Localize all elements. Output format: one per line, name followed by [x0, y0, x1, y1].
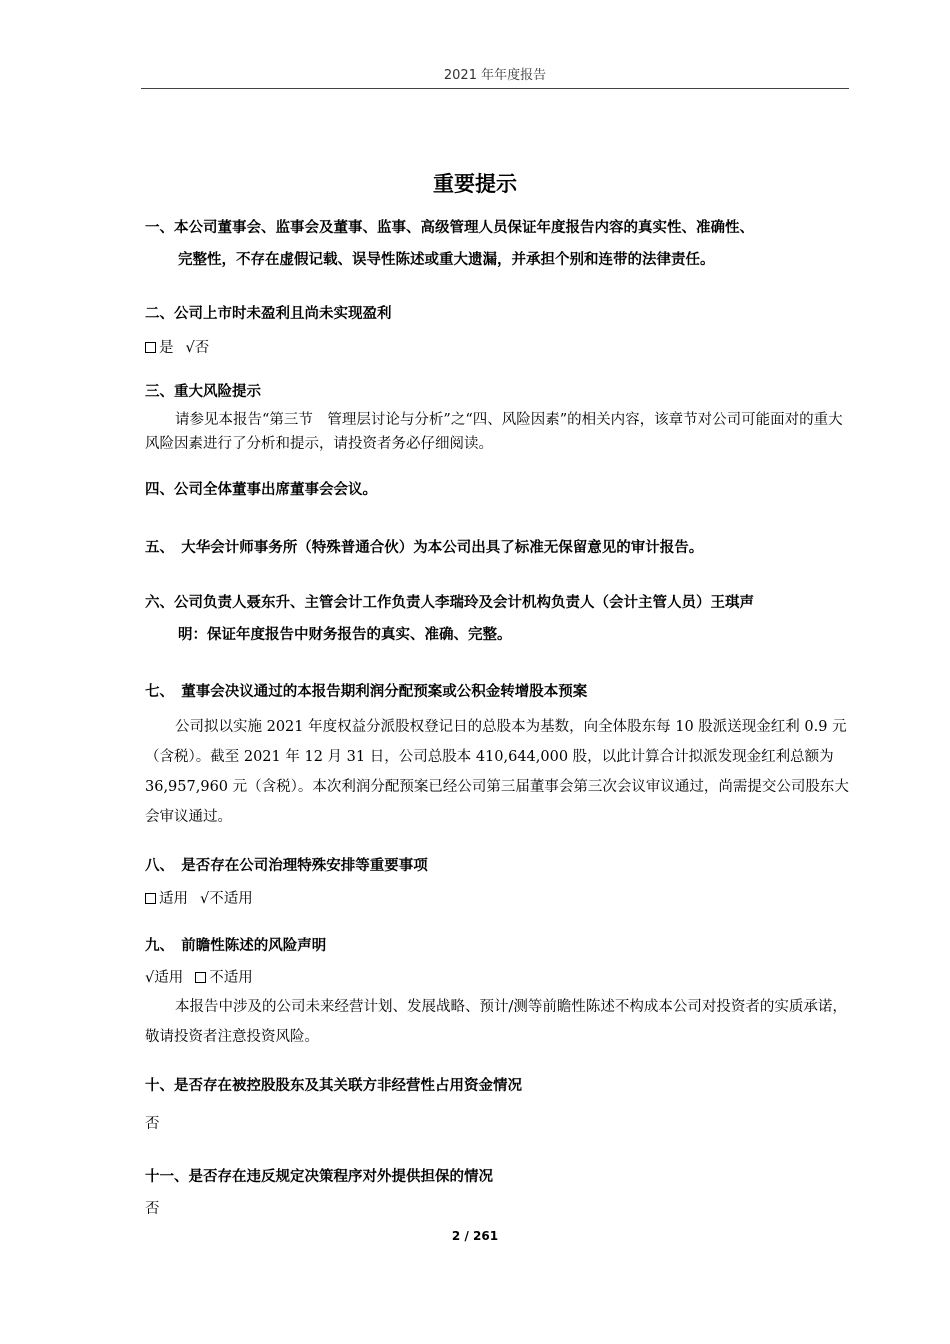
checkbox-empty-icon: [195, 972, 206, 983]
section-5-heading: 五、 大华会计师事务所（特殊普通合伙）为本公司出具了标准无保留意见的审计报告。: [145, 540, 704, 556]
checkbox-empty-icon: [145, 893, 156, 904]
page-number: 2 / 261: [451, 1229, 499, 1243]
section-11-heading: 十一、是否存在违反规定决策程序对外提供担保的情况: [145, 1169, 493, 1185]
option-applicable: √适用: [145, 970, 184, 986]
option-yes: 是: [159, 340, 174, 356]
section-6: [145, 587, 855, 651]
section-3-body: 请参见本报告“第三节 管理层讨论与分析”之“四、风险因素”的相关内容，该章节对公司可能面对的重大风险因素进行了分析和提示，请投资者务必仔细阅读。: [145, 412, 843, 452]
section-10-heading: 十、是否存在被控股股东及其关联方非经营性占用资金情况: [145, 1078, 522, 1094]
option-not-applicable: 不适用: [209, 970, 253, 986]
header-divider: [141, 88, 849, 89]
section-3-heading: 三、重大风险提示: [145, 384, 261, 400]
running-header: 2021 年年度报告: [443, 68, 547, 83]
section-4-heading: 四、公司全体董事出席董事会会议。: [145, 482, 377, 498]
section-2-options: [145, 332, 209, 364]
option-applicable: 适用: [159, 891, 188, 907]
section-7-body: 公司拟以实施 2021 年度权益分派股权登记日的总股本为基数，向全体股东每 10 股派送现金红利 0.9 元（含税）。截至 2021 年 12 月 31 日，公司总股本 410,644,000 股，以此计算合计拟派发现金红利总额为 36,957,960 元（含税）。本次利润分配预案已经公司第三届董事会第三次会议审议通过，尚需提交公司股东大会审议通过。: [145, 719, 849, 825]
section-1: [145, 212, 855, 276]
section-7-heading: 七、 董事会决议通过的本报告期利润分配预案或公积金转增股本预案: [145, 684, 588, 700]
section-9-body: 本报告中涉及的公司未来经营计划、发展战略、预计/测等前瞻性陈述不构成本公司对投资者的实质承诺，敬请投资者注意投资风险。: [145, 999, 847, 1045]
section-9-options: [145, 962, 253, 994]
section-10-answer: 否: [145, 1116, 160, 1132]
section-8-options: [145, 883, 253, 915]
page-title: 重要提示: [433, 172, 517, 196]
section-11-answer: 否: [145, 1201, 160, 1217]
section-9-heading: 九、 前瞻性陈述的风险声明: [145, 938, 327, 954]
section-1-line1: 一、本公司董事会、监事会及董事、监事、高级管理人员保证年度报告内容的真实性、准确性、: [145, 220, 754, 236]
section-8-heading: 八、 是否存在公司治理特殊安排等重要事项: [145, 858, 428, 874]
checkbox-empty-icon: [145, 342, 156, 353]
section-6-line1: 六、公司负责人聂东升、主管会计工作负责人李瑞玲及会计机构负责人（会计主管人员）王琪声: [145, 595, 754, 611]
option-not-applicable: √不适用: [200, 891, 253, 907]
section-1-line2: 完整性，不存在虚假记载、误导性陈述或重大遗漏，并承担个别和连带的法律责任。: [178, 252, 715, 268]
option-no: √否: [185, 340, 210, 356]
section-6-line2: 明：保证年度报告中财务报告的真实、准确、完整。: [178, 627, 512, 643]
section-2-heading: 二、公司上市时未盈利且尚未实现盈利: [145, 306, 392, 322]
